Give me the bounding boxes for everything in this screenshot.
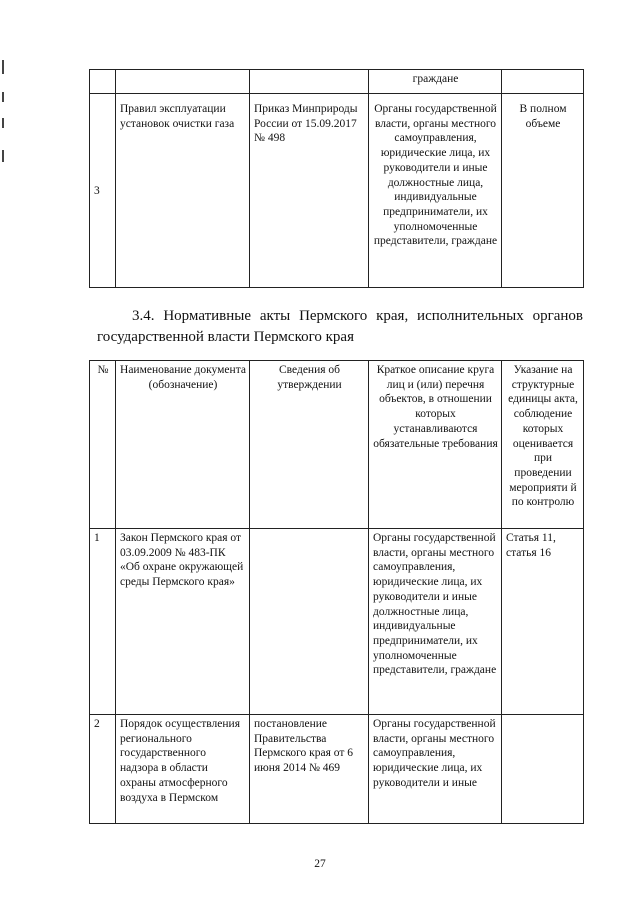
section-heading-line-1: 3.4. Нормативные акты Пермского края, исполнительных органов [132, 308, 583, 324]
section-heading-line-2: государственной власти Пермского края [97, 329, 354, 345]
table-cell [502, 70, 584, 94]
page-number: 27 [314, 858, 326, 870]
units-cell [502, 715, 584, 824]
column-header-approval: Сведения об утверждении [250, 361, 369, 529]
section-heading [97, 306, 583, 348]
table-cell [90, 70, 116, 94]
table-row [90, 529, 584, 715]
subjects-cell: Органы государственной власти, органы местного самоуправления, юридические лица, их руководители и иные должностные лица, индивидуальные предприниматели, их уполномоченные представители, граждане [369, 94, 502, 288]
table-cell: граждане [369, 70, 502, 94]
row-number: 2 [90, 715, 116, 824]
approval-cell [250, 529, 369, 715]
left-edge-mark [2, 60, 4, 74]
table-row [90, 94, 584, 288]
row-number: 1 [90, 529, 116, 715]
top-table [89, 69, 584, 288]
column-header-name: Наименование документа (обозначение) [116, 361, 250, 529]
units-cell: Статья 11, статья 16 [502, 529, 584, 715]
column-header-units: Указание на структурные единицы акта, соблюдение которых оценивается при проведении мероприяти й по контролю [502, 361, 584, 529]
left-edge-mark [2, 118, 4, 128]
approval-cell: постановление Правительства Пермского края от 6 июня 2014 № 469 [250, 715, 369, 824]
document-name-cell: Правил эксплуатации установок очистки газа [116, 94, 250, 288]
left-edge-mark [2, 150, 4, 162]
approval-cell: Приказ Минприроды России от 15.09.2017 № 498 [250, 94, 369, 288]
units-cell: В полном объеме [502, 94, 584, 288]
main-table [89, 360, 584, 824]
column-header-number: № [90, 361, 116, 529]
table-row [90, 715, 584, 824]
column-header-subjects: Краткое описание круга лиц и (или) перечня объектов, в отношении которых устанавливаются обязательные требования [369, 361, 502, 529]
subjects-cell: Органы государственной власти, органы местного самоуправления, юридические лица, их руководители и иные должностные лица, индивидуальные предприниматели, их уполномоченные представители, граждане [369, 529, 502, 715]
table-cell [116, 70, 250, 94]
row-number: 3 [90, 94, 116, 288]
table-row [90, 70, 584, 94]
table-cell [250, 70, 369, 94]
document-name-cell: Закон Пермского края от 03.09.2009 № 483-ПК «Об охране окружающей среды Пермского края» [116, 529, 250, 715]
table-header-row [90, 361, 584, 529]
document-name-cell: Порядок осуществления регионального государственного надзора в области охраны атмосферного воздуха в Пермском [116, 715, 250, 824]
subjects-cell: Органы государственной власти, органы местного самоуправления, юридические лица, их руководители и иные [369, 715, 502, 824]
left-edge-mark [2, 92, 4, 102]
